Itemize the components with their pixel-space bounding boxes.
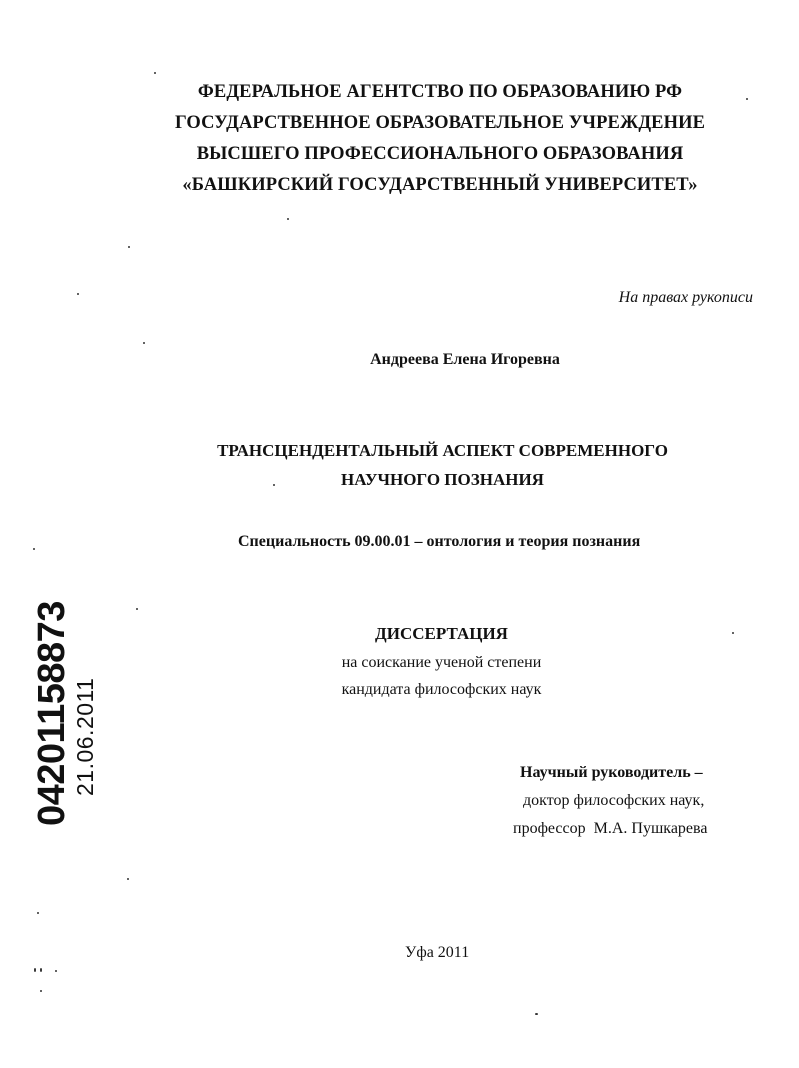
scan-speck [732,632,734,634]
scan-speck [33,548,35,550]
dissertation-label: ДИССЕРТАЦИЯ [375,624,508,643]
scan-speck [273,484,275,486]
header-institution-type: ГОСУДАРСТВЕННОЕ ОБРАЗОВАТЕЛЬНОЕ УЧРЕЖДЕНИЕ [174,113,706,133]
degree-line1: на соискание ученой степени [341,654,542,671]
scan-speck [77,293,79,295]
scan-speck [37,912,39,914]
scan-speck [746,98,748,100]
library-stamp-number: 04201158873 [31,601,73,826]
scan-speck [143,342,145,344]
place-year: Уфа 2011 [405,944,470,961]
supervisor-degree: доктор философских наук, [523,792,705,809]
scan-speck [40,990,42,992]
scan-speck [136,608,138,610]
author-name: Андреева Елена Игоревна [370,351,560,368]
scan-speck [127,878,129,880]
scan-speck [55,970,57,972]
header-university: «БАШКИРСКИЙ ГОСУДАРСТВЕННЫЙ УНИВЕРСИТЕТ» [182,175,698,195]
manuscript-note: На правах рукописи [618,289,753,306]
scan-speck [287,218,289,220]
degree-line2: кандидата философских наук [341,681,542,698]
supervisor-name: профессор М.А. Пушкарева [513,820,708,837]
supervisor-label: Научный руководитель – [520,764,703,781]
scan-speck [34,968,36,972]
library-stamp-date: 21.06.2011 [72,677,98,796]
scan-speck [154,72,156,74]
header-agency: ФЕДЕРАЛЬНОЕ АГЕНТСТВО ПО ОБРАЗОВАНИЮ РФ [197,82,683,102]
specialty: Специальность 09.00.01 – онтология и теория познания [238,533,641,550]
scan-speck [40,968,42,972]
thesis-title-line2: НАУЧНОГО ПОЗНАНИЯ [341,470,544,489]
thesis-title-line1: ТРАНСЦЕНДЕНТАЛЬНЫЙ АСПЕКТ СОВРЕМЕННОГО [217,441,668,460]
scan-speck [535,1013,538,1015]
header-education-level: ВЫСШЕГО ПРОФЕССИОНАЛЬНОГО ОБРАЗОВАНИЯ [196,144,684,164]
scan-speck [128,246,130,248]
